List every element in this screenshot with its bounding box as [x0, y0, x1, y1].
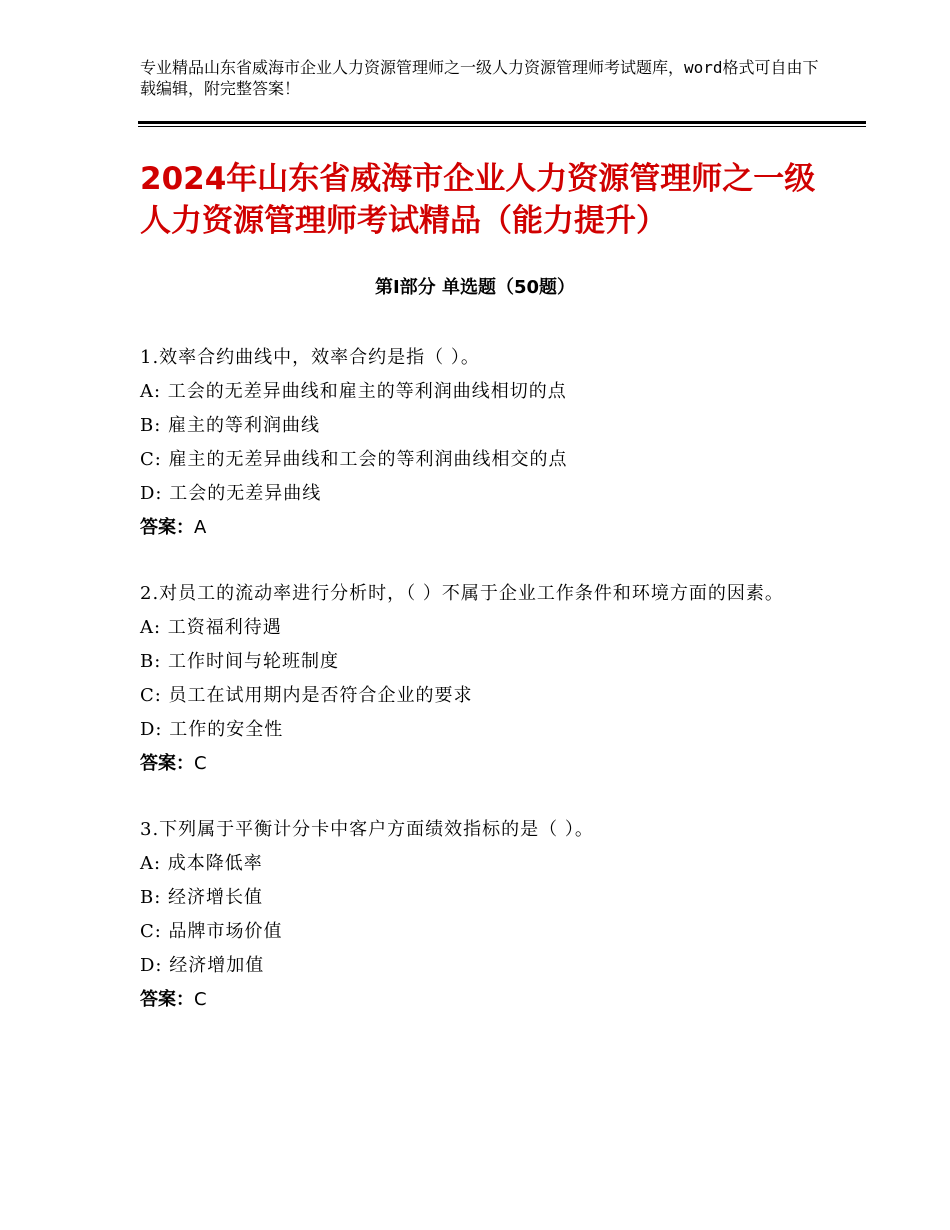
question-list — [140, 341, 820, 1049]
answer-label: 答案： — [140, 989, 194, 1010]
option-d: D: 经济增加值 — [140, 955, 265, 976]
answer-label: 答案： — [140, 517, 194, 538]
option-a: A: 工资福利待遇 — [140, 617, 282, 638]
question-stem: 2.对员工的流动率进行分析时，（ ）不属于企业工作条件和环境方面的因素。 — [140, 583, 784, 604]
question-1 — [140, 341, 820, 545]
option-d: D: 工会的无差异曲线 — [140, 483, 322, 504]
document-title: 2024年山东省威海市企业人力资源管理师之一级人力资源管理师考试精品（能力提升） — [140, 161, 816, 239]
option-b: B: 雇主的等利润曲线 — [140, 415, 321, 436]
option-b: B: 经济增长值 — [140, 887, 264, 908]
option-a: A: 成本降低率 — [140, 853, 263, 874]
header-divider-thick — [138, 121, 866, 124]
answer-line — [140, 511, 820, 545]
answer-line — [140, 747, 820, 781]
question-stem: 1.效率合约曲线中，效率合约是指（ ）。 — [140, 347, 480, 368]
question-3 — [140, 813, 820, 1017]
option-a: A: 工会的无差异曲线和雇主的等利润曲线相切的点 — [140, 381, 567, 402]
answer-value: C — [194, 989, 207, 1010]
option-c: C: 雇主的无差异曲线和工会的等利润曲线相交的点 — [140, 449, 568, 470]
question-stem: 3.下列属于平衡计分卡中客户方面绩效指标的是（ ）。 — [140, 819, 594, 840]
header-divider-thin — [138, 126, 866, 127]
answer-line — [140, 983, 820, 1017]
answer-label: 答案： — [140, 753, 194, 774]
option-c: C: 员工在试用期内是否符合企业的要求 — [140, 685, 473, 706]
option-d: D: 工作的安全性 — [140, 719, 284, 740]
answer-value: A — [194, 517, 207, 538]
option-b: B: 工作时间与轮班制度 — [140, 651, 340, 672]
option-c: C: 品牌市场价值 — [140, 921, 283, 942]
section-title: 第Ⅰ部分 单选题（50题） — [374, 277, 575, 298]
header-note: 专业精品山东省威海市企业人力资源管理师之一级人力资源管理师考试题库，word格式可自由下载编辑，附完整答案！ — [140, 58, 819, 98]
answer-value: C — [194, 753, 207, 774]
question-2 — [140, 577, 820, 781]
